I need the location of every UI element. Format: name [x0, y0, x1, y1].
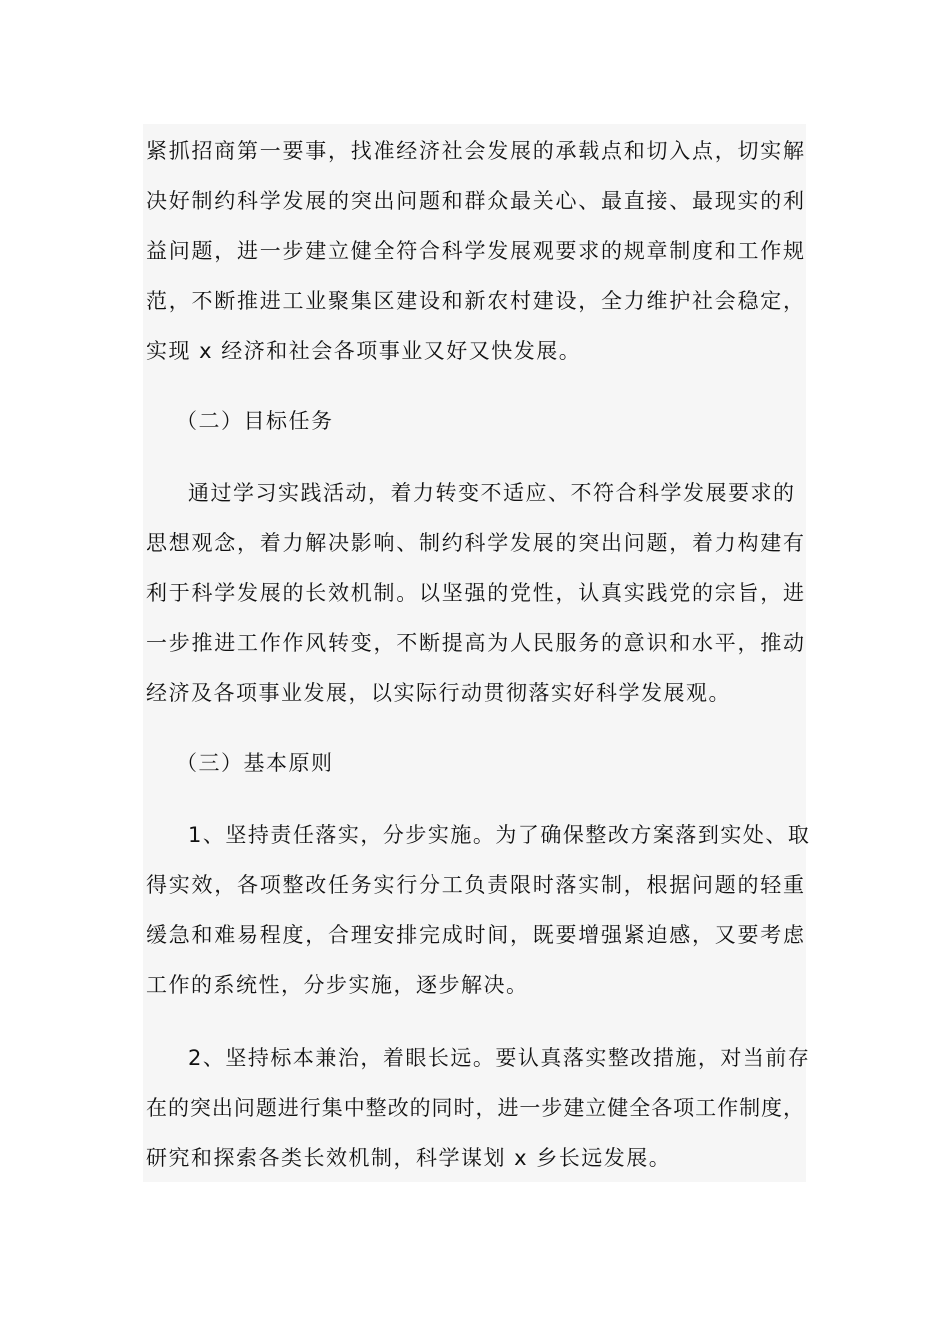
goals-line-4: 一步推进工作作风转变，不断提高为人民服务的意识和水平，推动 [146, 631, 804, 655]
principle-1-line-4: 工作的系统性，分步实施，逐步解决。 [146, 973, 529, 997]
goals-line-1: 通过学习实践活动，着力转变不适应、不符合科学发展要求的 [188, 481, 796, 505]
section-heading-goals: （二）目标任务 [176, 409, 334, 433]
principle-1-line-1: 1、坚持责任落实，分步实施。为了确保整改方案落到实处、取 [188, 823, 811, 847]
intro-line-2: 决好制约科学发展的突出问题和群众最关心、最直接、最现实的利 [146, 189, 804, 213]
intro-line-3: 益问题，进一步建立健全符合科学发展观要求的规章制度和工作规 [146, 239, 804, 263]
goals-line-5: 经济及各项事业发展，以实际行动贯彻落实好科学发展观。 [146, 681, 731, 705]
principle-1-line-2: 得实效，各项整改任务实行分工负责限时落实制，根据问题的轻重 [146, 873, 804, 897]
principle-2-line-1: 2、坚持标本兼治，着眼长远。要认真落实整改措施，对当前存 [188, 1046, 811, 1070]
principle-2-line-3: 研究和探索各类长效机制，科学谋划 x 乡长远发展。 [146, 1146, 672, 1170]
goals-line-3: 利于科学发展的长效机制。以坚强的党性，认真实践党的宗旨，进 [146, 581, 804, 605]
intro-line-5: 实现 x 经济和社会各项事业又好又快发展。 [146, 339, 582, 363]
principle-1-line-3: 缓急和难易程度，合理安排完成时间，既要增强紧迫感，又要考虑 [146, 923, 804, 947]
goals-line-2: 思想观念，着力解决影响、制约科学发展的突出问题，着力构建有 [146, 531, 804, 555]
intro-line-1: 紧抓招商第一要事，找准经济社会发展的承载点和切入点，切实解 [146, 139, 804, 163]
section-heading-principles: （三）基本原则 [176, 751, 334, 775]
intro-line-4: 范，不断推进工业聚集区建设和新农村建设，全力维护社会稳定， [146, 289, 804, 313]
principle-2-line-2: 在的突出问题进行集中整改的同时，进一步建立健全各项工作制度， [146, 1096, 804, 1120]
